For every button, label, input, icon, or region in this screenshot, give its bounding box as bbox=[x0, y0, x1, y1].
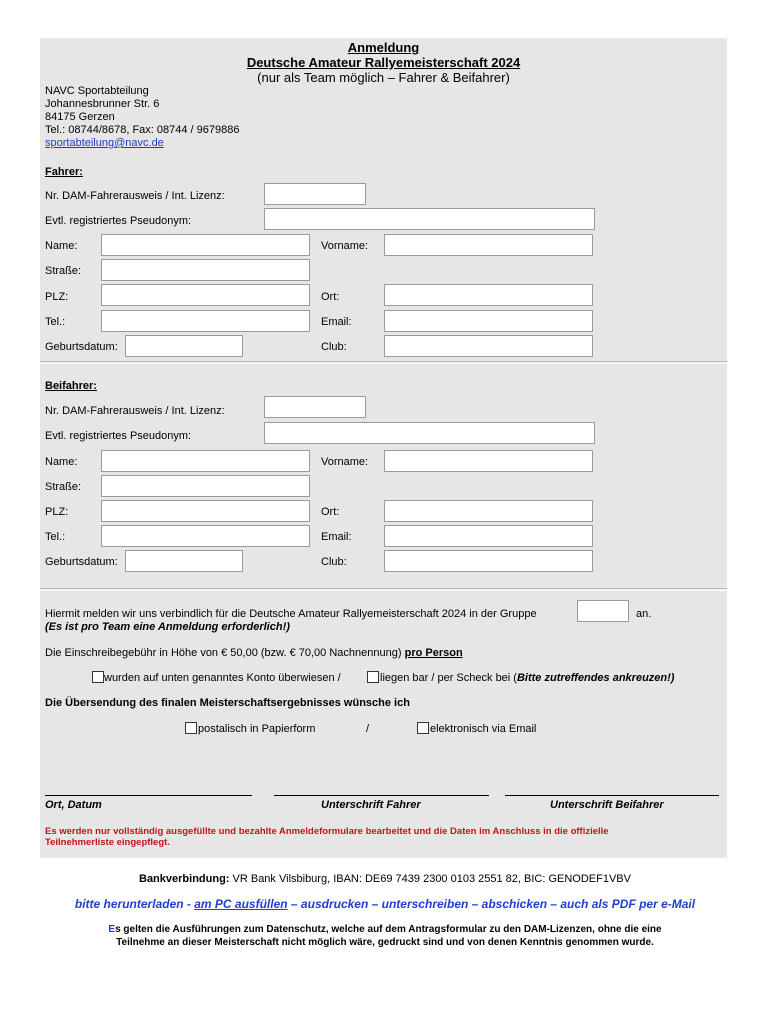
address-org: NAVC Sportabteilung bbox=[45, 85, 149, 97]
results-separator: / bbox=[366, 723, 370, 735]
driver-street-label: Straße: bbox=[45, 265, 82, 277]
codriver-pseudonym-input[interactable] bbox=[264, 422, 595, 444]
results-post-checkbox[interactable] bbox=[185, 722, 197, 734]
instructions-part-1: bitte herunterladen - bbox=[74, 897, 195, 911]
driver-pseudonym-label: Evtl. registriertes Pseudonym: bbox=[45, 215, 192, 227]
driver-license-input[interactable] bbox=[264, 183, 366, 205]
codriver-heading: Beifahrer: bbox=[45, 380, 97, 392]
driver-license-label: Nr. DAM-Fahrerausweis / Int. Lizenz: bbox=[45, 190, 225, 202]
form-sheet bbox=[40, 38, 727, 858]
driver-zip-input[interactable] bbox=[101, 284, 310, 306]
codriver-signature-label: Unterschrift Beifahrer bbox=[550, 799, 664, 811]
driver-club-label: Club: bbox=[321, 341, 347, 353]
fee-text bbox=[45, 647, 463, 659]
bank-details bbox=[0, 873, 770, 885]
driver-phone-label: Tel.: bbox=[45, 316, 66, 328]
driver-club-input[interactable] bbox=[384, 335, 593, 357]
codriver-license-input[interactable] bbox=[264, 396, 366, 418]
pay-cash-checkbox[interactable] bbox=[367, 671, 379, 683]
address-email-link[interactable]: sportabteilung@navc.de bbox=[45, 137, 164, 149]
fee-text-main: Die Einschreibegebühr in Höhe von € 50,00 (bzw. € 70,00 Nachnennung) bbox=[45, 647, 402, 659]
codriver-zip-label: PLZ: bbox=[45, 506, 69, 518]
privacy-text-1: s gelten die Ausführungen zum Datenschutz, welche auf dem Antragsformular zu den DAM-Lizenzen, ohne die eine bbox=[115, 924, 662, 935]
driver-zip-label: PLZ: bbox=[45, 291, 69, 303]
pay-cash-label bbox=[380, 672, 674, 684]
privacy-line-2: Teilnehme an dieser Meisterschaft nicht möglich wäre, gedruckt sind und von denen Kenntnis genommen wurde. bbox=[116, 937, 654, 948]
place-date-line[interactable] bbox=[45, 795, 252, 796]
instructions-part-2: am PC ausfüllen bbox=[194, 897, 288, 911]
driver-street-input[interactable] bbox=[101, 259, 310, 281]
driver-signature-line[interactable] bbox=[274, 795, 489, 796]
pay-transfer-label: wurden auf unten genanntes Konto überwiesen / bbox=[104, 672, 341, 684]
codriver-city-input[interactable] bbox=[384, 500, 593, 522]
codriver-firstname-label: Vorname: bbox=[321, 456, 369, 468]
fee-emphasis: pro Person bbox=[404, 647, 463, 659]
registration-end: an. bbox=[636, 608, 652, 620]
codriver-name-input[interactable] bbox=[101, 450, 310, 472]
notice-line-2: Teilnehmerliste eingepflegt. bbox=[45, 837, 170, 848]
codriver-city-label: Ort: bbox=[321, 506, 340, 518]
driver-email-label: Email: bbox=[321, 316, 352, 328]
results-email-checkbox[interactable] bbox=[417, 722, 429, 734]
section-divider bbox=[40, 361, 727, 364]
place-date-label: Ort, Datum bbox=[45, 799, 102, 811]
driver-firstname-label: Vorname: bbox=[321, 240, 369, 252]
registration-text: Hiermit melden wir uns verbindlich für die Deutsche Amateur Rallyemeisterschaft 2024 in der Gruppe bbox=[45, 608, 537, 620]
instructions bbox=[0, 897, 770, 911]
codriver-pseudonym-label: Evtl. registriertes Pseudonym: bbox=[45, 430, 192, 442]
codriver-name-label: Name: bbox=[45, 456, 78, 468]
notice-line-1: Es werden nur vollständig ausgefüllte und bezahlte Anmeldeformulare bearbeitet und die Daten im Anschluss in die offizielle bbox=[45, 826, 609, 837]
codriver-birthdate-label: Geburtsdatum: bbox=[45, 556, 118, 568]
instructions-part-3: – ausdrucken – unterschreiben – abschicken – auch als PDF per e-Mail bbox=[287, 897, 696, 911]
driver-firstname-input[interactable] bbox=[384, 234, 593, 256]
driver-birthdate-input[interactable] bbox=[125, 335, 243, 357]
group-input[interactable] bbox=[577, 600, 629, 622]
bank-info: VR Bank Vilsbiburg, IBAN: DE69 7439 2300 0103 2551 82, BIC: GENODEF1VBV bbox=[232, 873, 631, 885]
address-city: 84175 Gerzen bbox=[45, 111, 115, 123]
address-phone: Tel.: 08744/8678, Fax: 08744 / 9679886 bbox=[45, 124, 240, 136]
driver-email-input[interactable] bbox=[384, 310, 593, 332]
codriver-email-input[interactable] bbox=[384, 525, 593, 547]
driver-birthdate-label: Geburtsdatum: bbox=[45, 341, 118, 353]
registration-note: (Es ist pro Team eine Anmeldung erforderlich!) bbox=[45, 621, 290, 633]
codriver-club-input[interactable] bbox=[384, 550, 593, 572]
codriver-email-label: Email: bbox=[321, 531, 352, 543]
form-title: Anmeldung bbox=[347, 40, 420, 55]
codriver-phone-label: Tel.: bbox=[45, 531, 66, 543]
bank-label: Bankverbindung: bbox=[139, 873, 230, 885]
driver-city-label: Ort: bbox=[321, 291, 340, 303]
pay-cash-emphasis: Bitte zutreffendes ankreuzen!) bbox=[516, 672, 675, 684]
codriver-birthdate-input[interactable] bbox=[125, 550, 243, 572]
results-heading: Die Übersendung des finalen Meisterschaftsergebnisses wünsche ich bbox=[45, 697, 410, 709]
driver-name-label: Name: bbox=[45, 240, 78, 252]
codriver-signature-line[interactable] bbox=[505, 795, 719, 796]
driver-city-input[interactable] bbox=[384, 284, 593, 306]
driver-pseudonym-input[interactable] bbox=[264, 208, 595, 230]
codriver-street-input[interactable] bbox=[101, 475, 310, 497]
driver-heading: Fahrer: bbox=[45, 166, 83, 178]
results-email-label: elektronisch via Email bbox=[430, 723, 537, 735]
driver-name-input[interactable] bbox=[101, 234, 310, 256]
address-street: Johannesbrunner Str. 6 bbox=[45, 98, 160, 110]
section-divider bbox=[40, 588, 727, 591]
codriver-license-label: Nr. DAM-Fahrerausweis / Int. Lizenz: bbox=[45, 405, 225, 417]
form-subtitle: Deutsche Amateur Rallyemeisterschaft 2024 bbox=[246, 55, 521, 70]
privacy-initial: E bbox=[108, 924, 116, 935]
codriver-street-label: Straße: bbox=[45, 481, 82, 493]
pay-cash-text: liegen bar / per Scheck bei ( bbox=[380, 672, 517, 684]
codriver-firstname-input[interactable] bbox=[384, 450, 593, 472]
codriver-zip-input[interactable] bbox=[101, 500, 310, 522]
driver-signature-label: Unterschrift Fahrer bbox=[321, 799, 421, 811]
form-note: (nur als Team möglich – Fahrer & Beifahrer) bbox=[257, 70, 510, 85]
pay-transfer-checkbox[interactable] bbox=[92, 671, 104, 683]
privacy-line-1 bbox=[0, 924, 770, 935]
driver-phone-input[interactable] bbox=[101, 310, 310, 332]
codriver-club-label: Club: bbox=[321, 556, 347, 568]
results-post-label: postalisch in Papierform bbox=[198, 723, 316, 735]
codriver-phone-input[interactable] bbox=[101, 525, 310, 547]
